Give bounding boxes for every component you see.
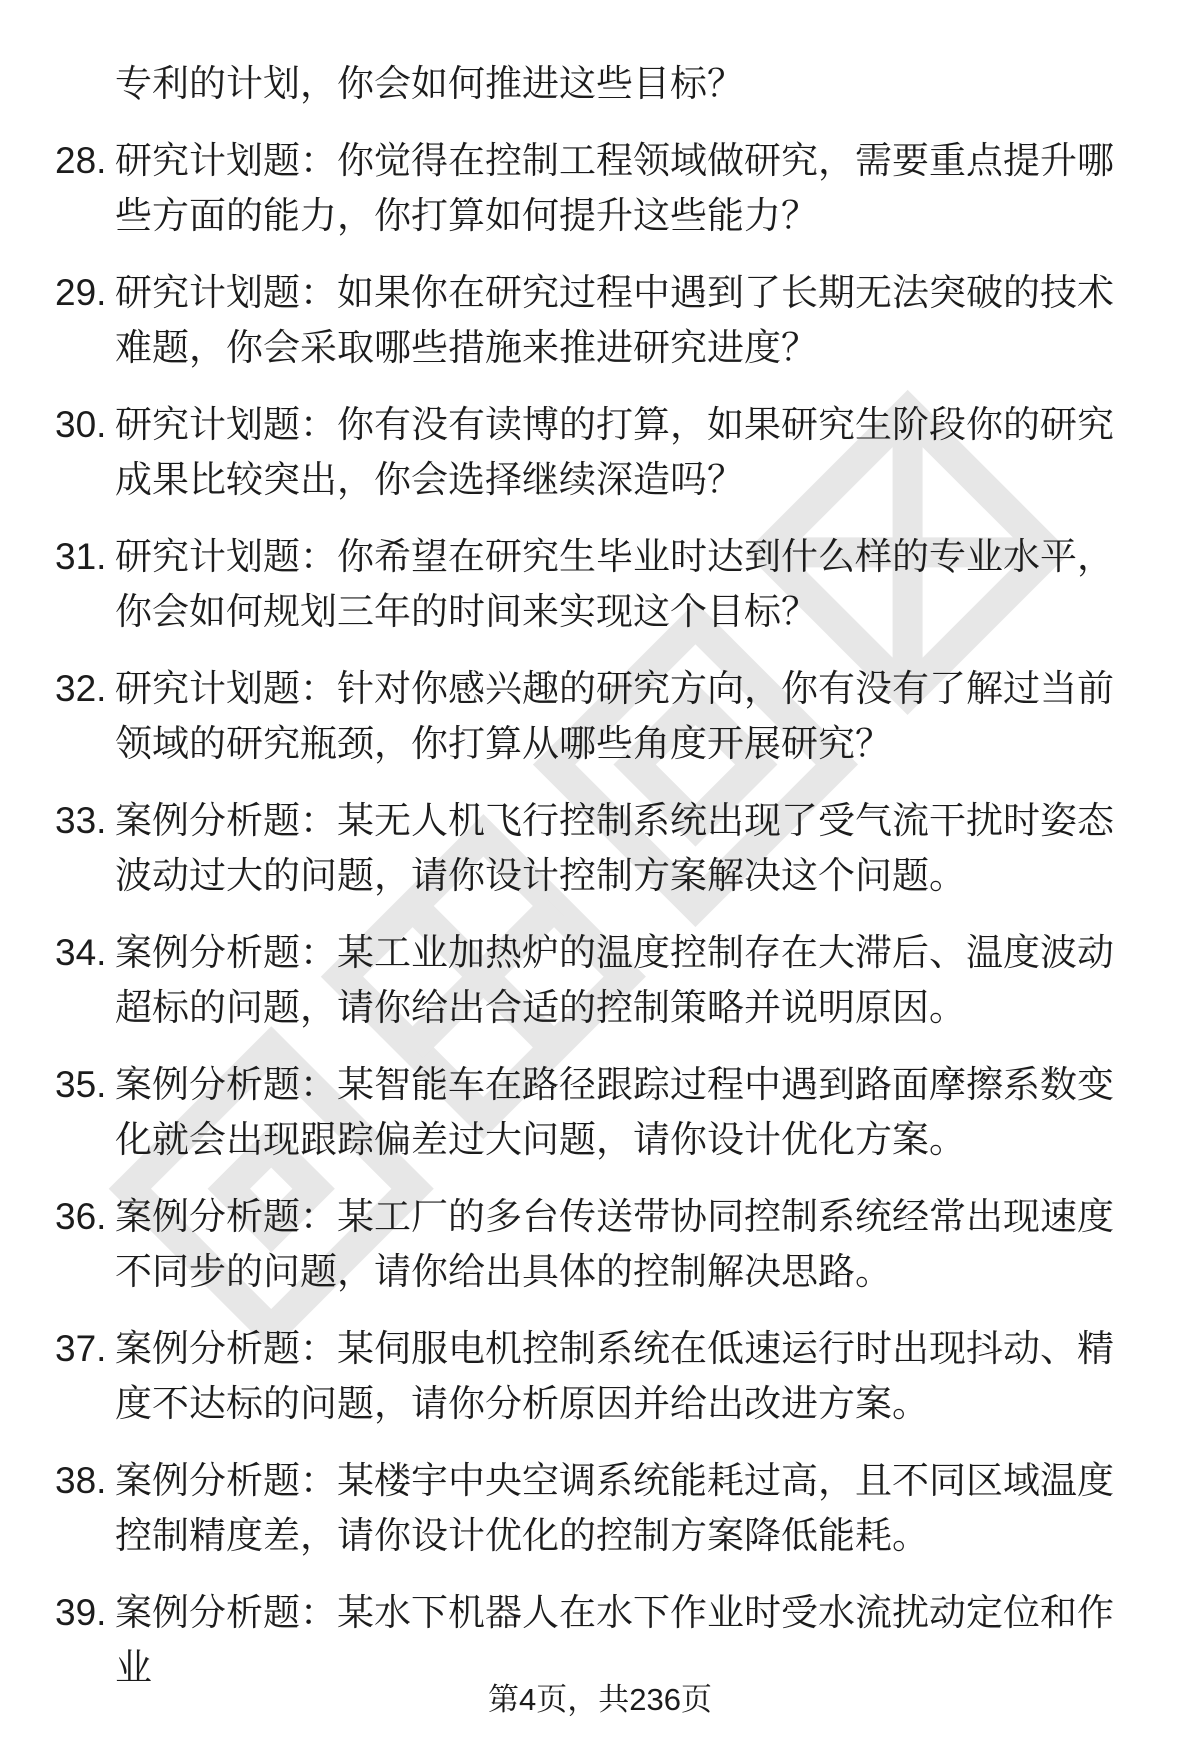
question-number: 37.: [55, 1328, 107, 1369]
question-number: 39.: [55, 1592, 107, 1633]
question-item: [55, 925, 1145, 1035]
question-text: 研究计划题：针对你感兴趣的研究方向，你有没有了解过当前领域的研究瓶颈，你打算从哪些角度开展研究？: [115, 668, 1114, 764]
question-text: 案例分析题：某智能车在路径跟踪过程中遇到路面摩擦系数变化就会出现跟踪偏差过大问题，请你设计优化方案。: [115, 1064, 1114, 1160]
question-item: [55, 1321, 1145, 1431]
question-item: [55, 661, 1145, 771]
question-text: 案例分析题：某工厂的多台传送带协同控制系统经常出现速度不同步的问题，请你给出具体的控制解决思路。: [115, 1196, 1114, 1292]
question-number: 28.: [55, 140, 107, 181]
question-item: [55, 133, 1145, 243]
question-number: 34.: [55, 932, 107, 973]
question-continuation-text: 专利的计划，你会如何推进这些目标？: [115, 63, 744, 104]
question-item: [55, 397, 1145, 507]
question-item: [55, 1189, 1145, 1299]
question-text: 案例分析题：某工业加热炉的温度控制存在大滞后、温度波动超标的问题，请你给出合适的控制策略并说明原因。: [115, 932, 1114, 1028]
question-text: 案例分析题：某楼宇中央空调系统能耗过高，且不同区域温度控制精度差，请你设计优化的控制方案降低能耗。: [115, 1460, 1114, 1556]
question-items: [55, 133, 1145, 1695]
question-number: 29.: [55, 272, 107, 313]
question-number: 38.: [55, 1460, 107, 1501]
question-number: 32.: [55, 668, 107, 709]
question-item: [55, 1585, 1145, 1695]
question-item: [55, 529, 1145, 639]
question-text: 研究计划题：你希望在研究生毕业时达到什么样的专业水平，你会如何规划三年的时间来实现这个目标？: [115, 536, 1114, 632]
question-item: [55, 1453, 1145, 1563]
question-number: 36.: [55, 1196, 107, 1237]
question-number: 30.: [55, 404, 107, 445]
question-text: 研究计划题：如果你在研究过程中遇到了长期无法突破的技术难题，你会采取哪些措施来推进研究进度？: [115, 272, 1114, 368]
question-number: 31.: [55, 536, 107, 577]
question-text: 研究计划题：你有没有读博的打算，如果研究生阶段你的研究成果比较突出，你会选择继续深造吗？: [115, 404, 1114, 500]
question-item: [55, 265, 1145, 375]
question-text: 案例分析题：某无人机飞行控制系统出现了受气流干扰时姿态波动过大的问题，请你设计控制方案解决这个问题。: [115, 800, 1114, 896]
question-text: 案例分析题：某伺服电机控制系统在低速运行时出现抖动、精度不达标的问题，请你分析原因并给出改进方案。: [115, 1328, 1114, 1424]
question-number: 35.: [55, 1064, 107, 1105]
question-item: [55, 793, 1145, 903]
question-text: 研究计划题：你觉得在控制工程领域做研究，需要重点提升哪些方面的能力，你打算如何提升这些能力？: [115, 140, 1114, 236]
question-item: [55, 1057, 1145, 1167]
question-text: 案例分析题：某水下机器人在水下作业时受水流扰动定位和作业: [115, 1592, 1114, 1688]
question-number: 33.: [55, 800, 107, 841]
page-footer: 第4页，共236页: [488, 1682, 712, 1717]
